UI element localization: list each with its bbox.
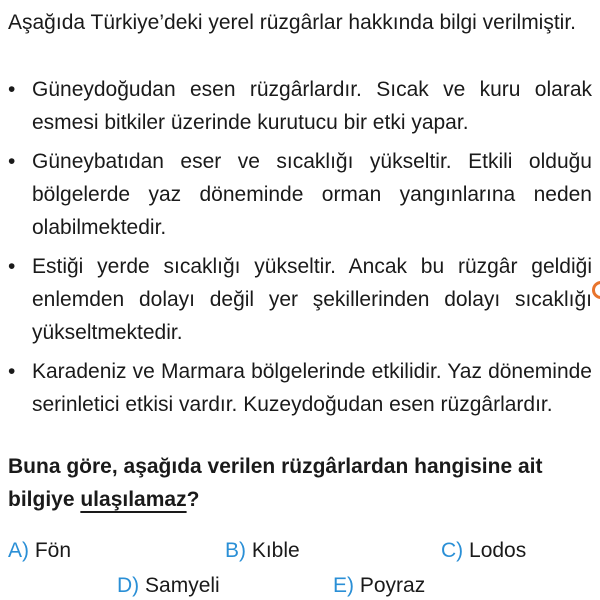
question-mark: ?	[186, 488, 200, 511]
option-c[interactable]	[441, 537, 526, 565]
option-text: Lodos	[469, 539, 527, 562]
question-text: Buna göre, aşağıda verilen rüzgârlardan hangisine ait bilgiye	[8, 455, 543, 511]
bullet-icon: •	[8, 150, 16, 173]
bullet-icon: •	[8, 78, 16, 101]
info-bullet-list	[0, 73, 600, 427]
option-letter: B)	[225, 539, 246, 562]
option-letter: C)	[441, 539, 464, 562]
option-e[interactable]	[333, 572, 425, 600]
list-item	[0, 145, 592, 244]
option-text: Poyraz	[359, 574, 426, 597]
list-item	[0, 73, 592, 139]
bullet-text: Estiği yerde sıcaklığı yükseltir. Ancak bu rüzgâr geldiği enlemden dolayı değil yer şekillerinden dolayı sıcaklığı yükseltmektedir.	[32, 255, 592, 344]
option-letter: D)	[117, 574, 140, 597]
option-d[interactable]	[117, 572, 220, 600]
question-stem	[8, 450, 592, 516]
option-text: Fön	[34, 539, 72, 562]
option-text: Kıble	[251, 539, 300, 562]
option-a[interactable]	[8, 537, 71, 565]
option-text: Samyeli	[145, 574, 220, 597]
intro-text: Aşağıda Türkiye’deki yerel rüzgârlar hakkında bilgi verilmiştir.	[8, 11, 577, 34]
bullet-text: Karadeniz ve Marmara bölgelerinde etkilidir. Yaz döneminde serinletici etkisi vardır. Kuzeydoğudan esen rüzgârlardır.	[32, 360, 592, 416]
bullet-icon: •	[8, 360, 16, 383]
bullet-text: Güneybatıdan eser ve sıcaklığı yükseltir. Etkili olduğu bölgelerde yaz döneminde orman yangınlarına neden olabilmektedir.	[32, 150, 592, 239]
bullet-icon: •	[8, 255, 16, 278]
bullet-text: Güneydoğudan esen rüzgârlardır. Sıcak ve kuru olarak esmesi bitkiler üzerinde kurutucu bir etki yapar.	[32, 78, 592, 134]
option-b[interactable]	[225, 537, 300, 565]
option-letter: E)	[333, 574, 354, 597]
option-letter: A)	[8, 539, 29, 562]
list-item	[0, 250, 592, 349]
list-item	[0, 355, 592, 421]
question-emphasis: ulaşılamaz	[80, 488, 187, 511]
